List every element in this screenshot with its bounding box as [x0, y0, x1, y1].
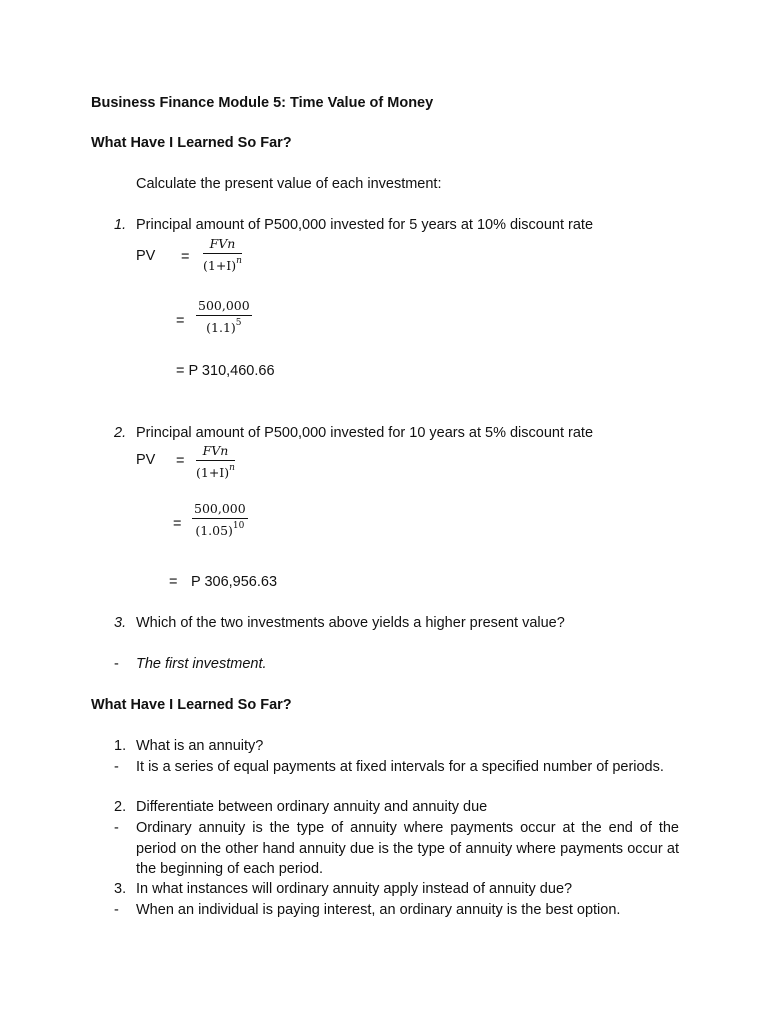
q2-formula-numerator: FVn [202, 443, 229, 458]
q2-substituted-numerator: 500,000 [194, 501, 246, 516]
q1-equals: = [181, 249, 190, 265]
q2-pv-label: PV [136, 452, 156, 468]
s2-item2-number: 2. [114, 799, 127, 815]
s2-item3-number: 3. [114, 881, 127, 897]
s2-item3-answer: When an individual is paying interest, an ordinary annuity is the best option. [136, 902, 621, 918]
q2-equals: = [176, 453, 185, 469]
q1-substituted-denominator: $(1.1)^5$ [206, 318, 242, 336]
s2-item2-question: Differentiate between ordinary annuity and annuity due [136, 799, 488, 815]
q1-formula-denominator: $(1+I)^n$ [203, 256, 242, 274]
s2-item1-answer: It is a series of equal payments at fixed intervals for a specified number of periods. [136, 759, 664, 775]
q1-number: 1. [114, 217, 127, 233]
q1-text: Principal amount of P500,000 invested for 5 years at 10% discount rate [136, 217, 594, 233]
q2-number: 2. [114, 425, 127, 441]
q3-dash: - [114, 656, 119, 672]
q2-formula-fraction [196, 443, 235, 481]
q2-formula-denominator: $(1+I)^n$ [196, 463, 235, 481]
s2-item3-dash: - [114, 902, 119, 918]
q2-result: P 306,956.63 [191, 574, 278, 590]
s2-item1-dash: - [114, 759, 119, 775]
q1-result: = P 310,460.66 [176, 363, 275, 379]
s2-item2-dash: - [114, 820, 119, 836]
section-heading-1: What Have I Learned So Far? [91, 135, 292, 151]
document-title: Business Finance Module 5: Time Value of Money [91, 95, 434, 111]
q1-sub-equals: = [176, 313, 185, 329]
s2-item3-question: In what instances will ordinary annuity apply instead of annuity due? [136, 881, 573, 897]
q2-sub-equals: = [173, 516, 182, 532]
q1-substituted-fraction [196, 298, 252, 336]
s2-item2-answer: Ordinary annuity is the type of annuity where payments occur at the end of the period on the other hand annuity due is the type of annuity where payments occur at the beginning of each period. [136, 820, 679, 877]
q3-answer: The first investment. [136, 656, 267, 672]
q3-text: Which of the two investments above yields a higher present value? [136, 615, 565, 631]
s2-item1-number: 1. [114, 738, 127, 754]
q2-text: Principal amount of P500,000 invested for 10 years at 5% discount rate [136, 425, 594, 441]
q2-result-equals: = [169, 574, 178, 590]
q1-formula-numerator: FVn [209, 236, 236, 251]
q3-number: 3. [114, 615, 127, 631]
section-heading-2: What Have I Learned So Far? [91, 697, 292, 713]
s2-item1-question: What is an annuity? [136, 738, 264, 754]
q1-substituted-numerator: 500,000 [198, 298, 250, 313]
q2-substituted-denominator: $(1.05)^{10}$ [195, 521, 245, 539]
q1-pv-label: PV [136, 248, 156, 264]
q1-formula-fraction [203, 236, 242, 274]
instruction-text: Calculate the present value of each investment: [136, 176, 442, 192]
q2-substituted-fraction [192, 501, 248, 539]
